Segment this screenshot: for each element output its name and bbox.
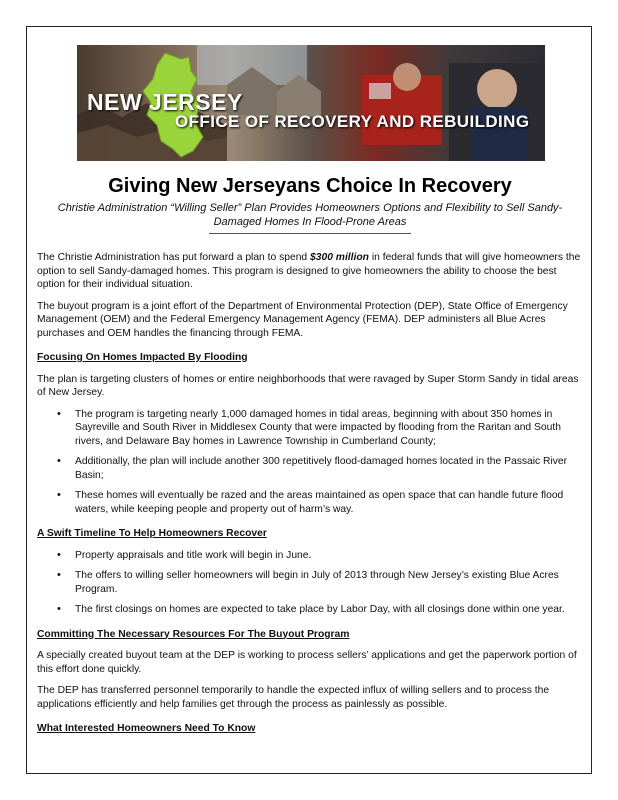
intro-paragraph: The Christie Administration has put forward a plan to spend $300 million in federal funds that will give homeowners the option to sell Sandy-damaged homes. This program is designed to give homeowners the ability to choose the best option for their individual situation.: [37, 252, 581, 290]
divider: [209, 233, 411, 234]
resources-paragraph-2: The DEP has transferred personnel temporarily to handle the expected influx of willing sellers and to process the applications efficiently and help families get through the process as painlessly as possible.: [37, 685, 550, 710]
section-heading-flooding: Focusing On Homes Impacted By Flooding: [37, 352, 248, 363]
document-page: [26, 26, 592, 774]
section-heading-homeowners: What Interested Homeowners Need To Know: [37, 723, 256, 734]
list-item: • The first closings on homes are expected to take place by Labor Day, with all closings done within one year.: [75, 603, 581, 617]
list-item: • Additionally, the plan will include another 300 repetitively flood-damaged homes located in the Passaic River Basin;: [75, 455, 581, 482]
buyout-program-paragraph: The buyout program is a joint effort of the Department of Environmental Protection (DEP), State Office of Emergency Management (OEM) and the Federal Emergency Management Agency (FEMA). DEP administers all Blue Acres purchases and OEM handles the financing through FEMA.: [37, 300, 568, 339]
header-banner: [77, 45, 545, 161]
list-item: • The offers to willing seller homeowners will begin in July of 2013 through New Jersey’s existing Blue Acres Program.: [75, 569, 581, 596]
list-item: • These homes will eventually be razed and the areas maintained as open space that can handle future flood waters, while keeping people and property out of harm’s way.: [75, 489, 581, 516]
flooding-paragraph: The plan is targeting clusters of homes or entire neighborhoods that were ravaged by Super Storm Sandy in tidal areas of New Jersey.: [37, 373, 579, 398]
timeline-bullet-list: [37, 549, 581, 617]
list-item: • The program is targeting nearly 1,000 damaged homes in tidal areas, beginning with about 350 homes in Sayreville and South River in Middlesex County that were impacted by flooding from the Raritan and South rivers, and Delaware Bay homes in Lawrence Township in Cumberland County;: [75, 408, 581, 449]
banner-title-line1: NEW JERSEY: [87, 89, 243, 115]
headline: Giving New Jerseyans Choice In Recovery: [108, 175, 512, 197]
funding-amount: $300 million: [310, 252, 369, 263]
section-heading-timeline: A Swift Timeline To Help Homeowners Recover: [37, 528, 267, 539]
subheadline: Christie Administration “Willing Seller” Plan Provides Homeowners Options and Flexibility to Sell Sandy-Damaged Homes In Flood-Prone Areas: [57, 202, 563, 228]
banner-title-line2: OFFICE OF RECOVERY AND REBUILDING: [175, 112, 530, 131]
resources-paragraph-1: A specially created buyout team at the DEP is working to process sellers’ applications and get the paperwork portion of this effort done quickly.: [37, 650, 577, 675]
flooding-bullet-list: [37, 408, 581, 517]
list-item: • Property appraisals and title work will begin in June.: [75, 549, 581, 563]
article-body: [37, 251, 581, 744]
section-heading-resources: Committing The Necessary Resources For The Buyout Program: [37, 628, 350, 640]
